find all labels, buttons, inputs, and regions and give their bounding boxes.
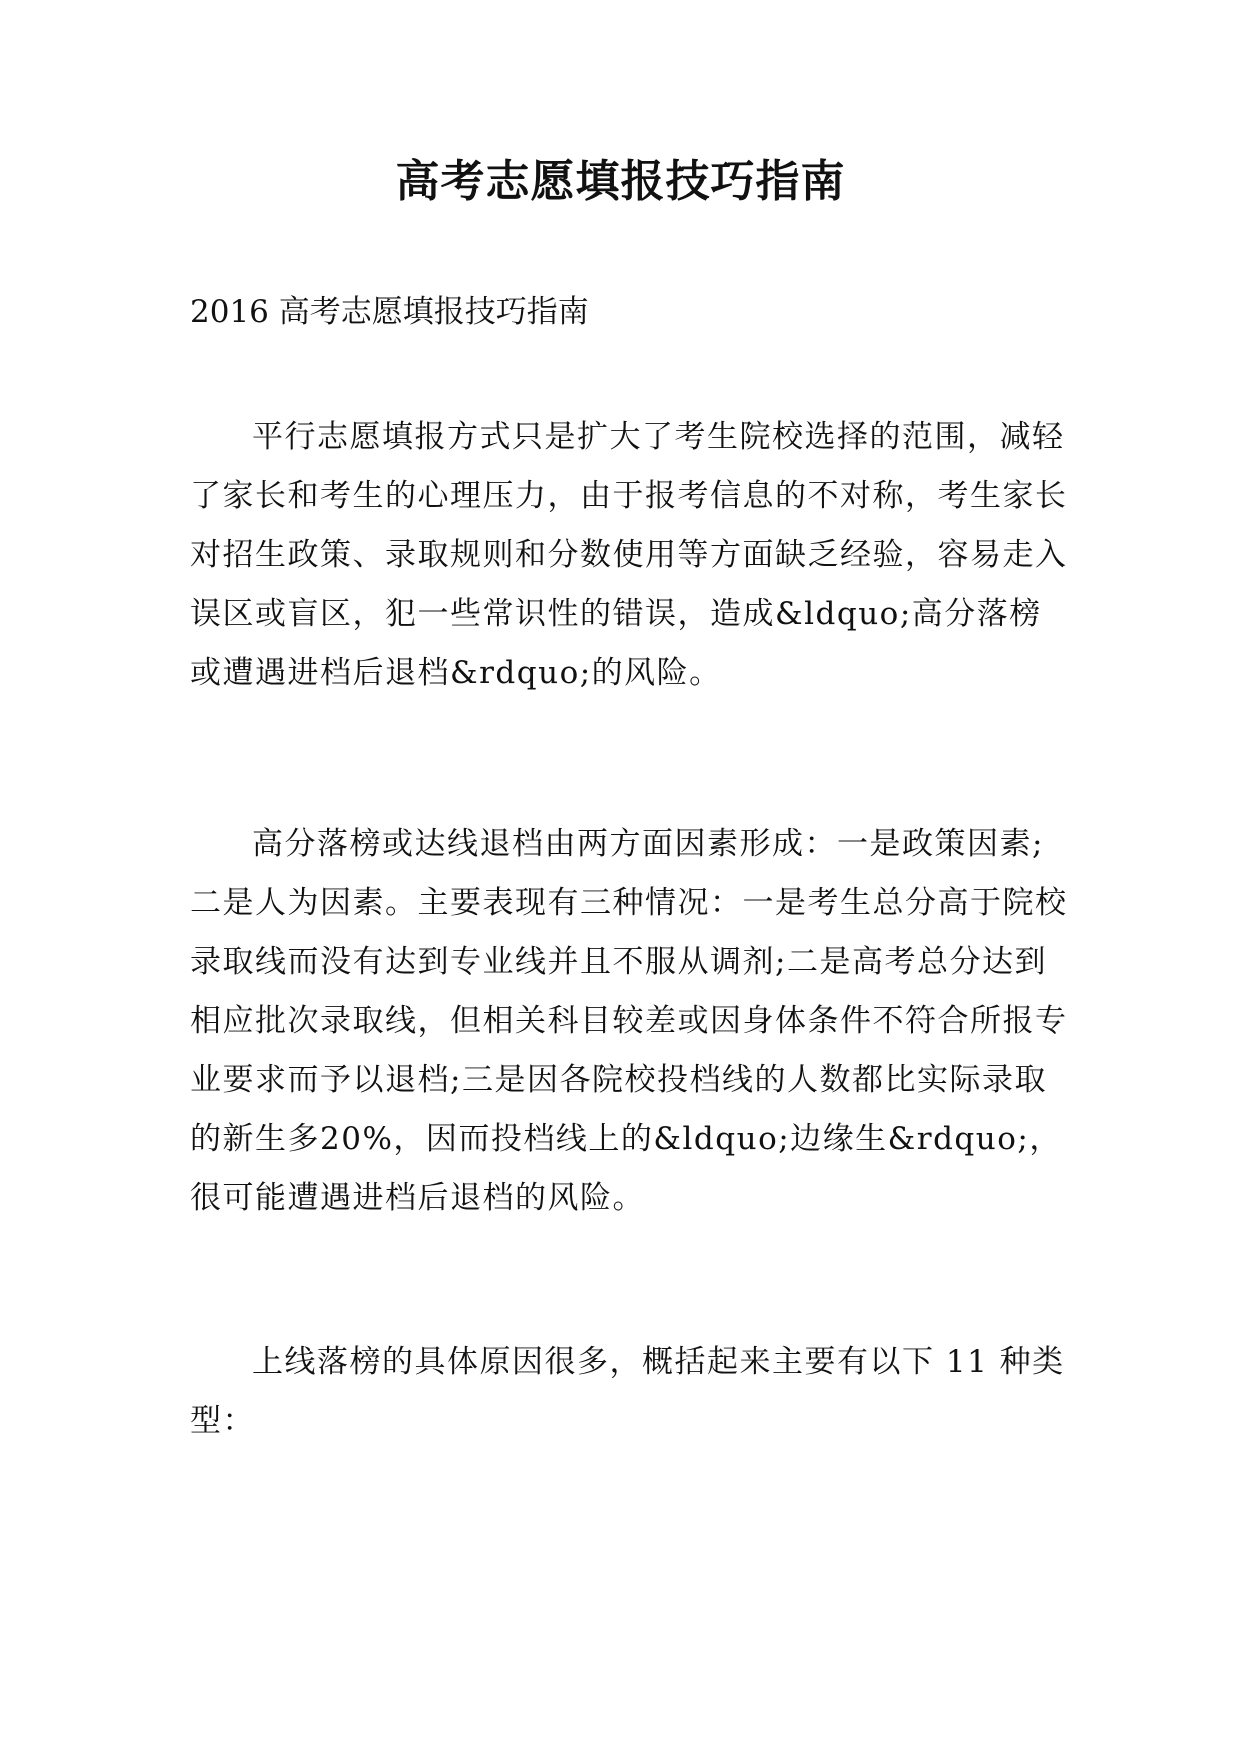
paragraph-3: 上线落榜的具体原因很多，概括起来主要有以下 11 种类型： [190, 1344, 1065, 1439]
document-title: 高考志愿填报技巧指南 [395, 156, 846, 207]
paragraph-1: 平行志愿填报方式只是扩大了考生院校选择的范围，减轻了家长和考生的心理压力，由于报考信息的不对称，考生家长对招生政策、录取规则和分数使用等方面缺乏经验，容易走入误区或盲区，犯一些常识性的错误，造成&ldquo;高分落榜或遭遇进档后退档&rdquo;的风险。 [190, 419, 1068, 691]
document-subtitle: 2016 高考志愿填报技巧指南 [190, 294, 589, 330]
paragraph-2: 高分落榜或达线退档由两方面因素形成：一是政策因素;二是人为因素。主要表现有三种情况：一是考生总分高于院校录取线而没有达到专业线并且不服从调剂;二是高考总分达到相应批次录取线，但相关科目较差或因身体条件不符合所报专业要求而予以退档;三是因各院校投档线的人数都比实际录取的新生多20%，因而投档线上的&ldquo;边缘生&rdquo;，很可能遭遇进档后退档的风险。 [190, 826, 1068, 1216]
